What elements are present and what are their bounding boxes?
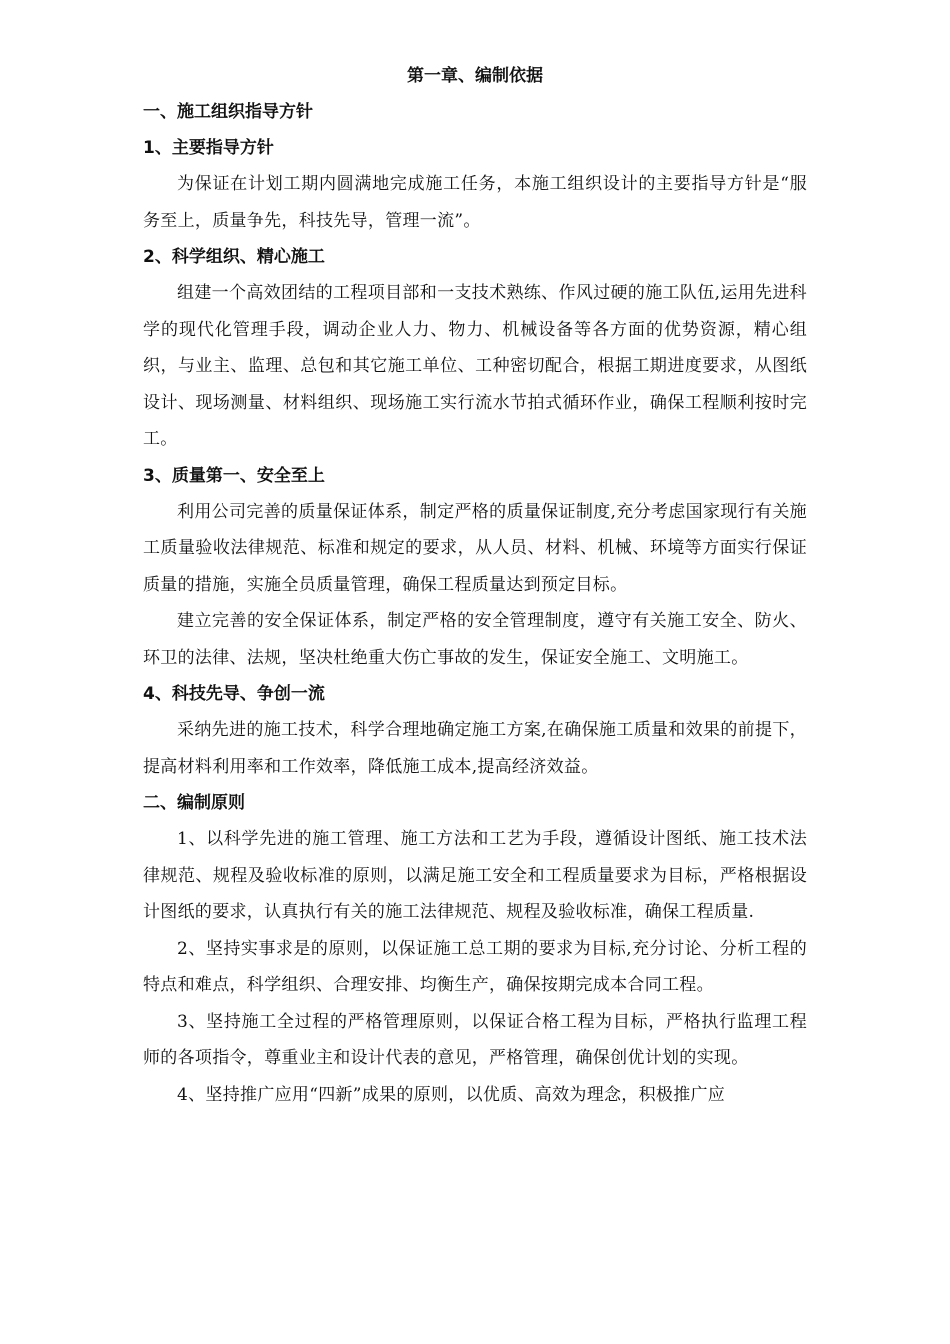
paragraph-principle-4: 4、坚持推广应用“四新”成果的原则，以优质、高效为理念，积极推广应 — [177, 1084, 726, 1105]
paragraph-quality: 利用公司完善的质量保证体系，制定严格的质量保证制度,充分考虑国家现行有关施工质量验收法律规范、标准和规定的要求，从人员、材料、机械、环境等方面实行保证质量的措施，实施全员质量管理，确保工程质量达到预定目标。 — [143, 501, 807, 595]
section-heading-guidelines: 一、施工组织指导方针 — [143, 102, 313, 122]
paragraph-principle-3: 3、坚持施工全过程的严格管理原则，以保证合格工程为目标，严格执行监理工程师的各项指令，尊重业主和设计代表的意见，严格管理，确保创优计划的实现。 — [143, 1011, 807, 1068]
document-page — [143, 58, 807, 1113]
paragraph-main-guideline: 为保证在计划工期内圆满地完成施工任务，本施工组织设计的主要指导方针是“服务至上，质量争先，科技先导，管理一流”。 — [143, 174, 807, 231]
section-heading-principles: 二、编制原则 — [143, 793, 245, 813]
paragraph-technology: 采纳先进的施工技术，科学合理地确定施工方案,在确保施工质量和效果的前提下，提高材料利用率和工作效率，降低施工成本,提高经济效益。 — [143, 720, 807, 777]
paragraph-safety: 建立完善的安全保证体系，制定严格的安全管理制度，遵守有关施工安全、防火、环卫的法律、法规，坚决杜绝重大伤亡事故的发生，保证安全施工、文明施工。 — [143, 611, 807, 668]
subheading-technology: 4、科技先导、争创一流 — [143, 684, 325, 704]
paragraph-principle-1: 1、以科学先进的施工管理、施工方法和工艺为手段，遵循设计图纸、施工技术法律规范、规程及验收标准的原则，以满足施工安全和工程质量要求为目标，严格根据设计图纸的要求，认真执行有关的施工法律规范、规程及验收标准，确保工程质量. — [143, 829, 807, 922]
subheading-main-guideline: 1、主要指导方针 — [143, 138, 274, 158]
paragraph-principle-2: 2、坚持实事求是的原则，以保证施工总工期的要求为目标,充分讨论、分析工程的特点和难点，科学组织、合理安排、均衡生产，确保按期完成本合同工程。 — [143, 938, 807, 995]
paragraph-scientific-organization: 组建一个高效团结的工程项目部和一支技术熟练、作风过硬的施工队伍,运用先进科学的现代化管理手段，调动企业人力、物力、机械设备等各方面的优势资源，精心组织，与业主、监理、总包和其它施工单位、工种密切配合，根据工期进度要求，从图纸设计、现场测量、材料组织、现场施工实行流水节拍式循环作业，确保工程顺利按时完工。 — [143, 283, 807, 449]
chapter-title: 第一章、编制依据 — [407, 66, 543, 86]
subheading-scientific-organization: 2、科学组织、精心施工 — [143, 247, 325, 267]
subheading-quality-safety: 3、质量第一、安全至上 — [143, 465, 325, 486]
